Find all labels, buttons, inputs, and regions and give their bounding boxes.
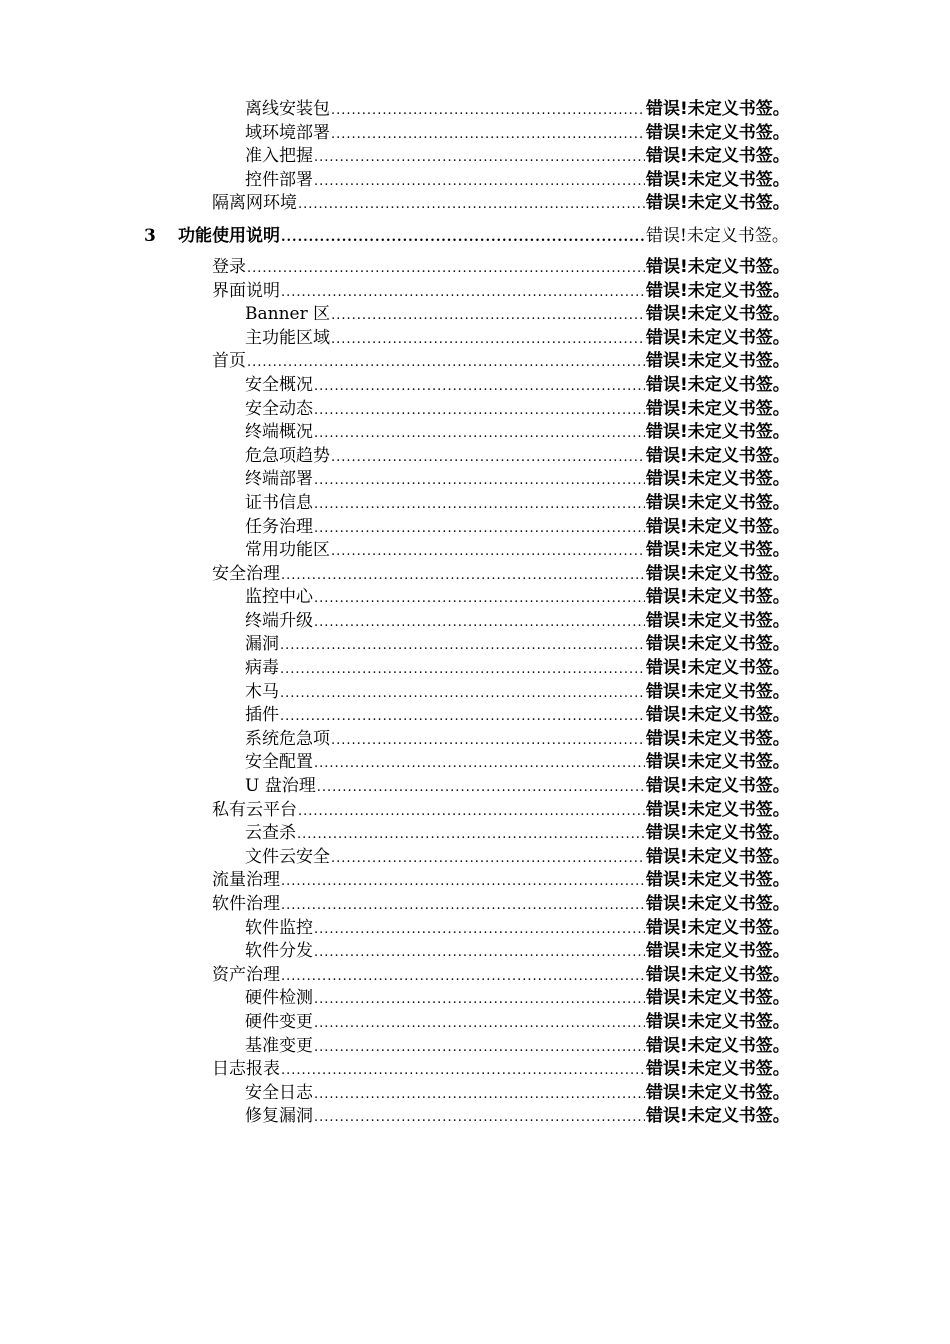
toc-entry-title: 隔离网环境: [212, 192, 298, 216]
toc-entry-title: 病毒: [245, 657, 280, 681]
toc-entry-row[interactable]: [0, 1082, 950, 1106]
toc-entry-link[interactable]: [212, 280, 645, 305]
toc-entry-link[interactable]: [245, 445, 645, 470]
toc-entry-title: 安全配置: [245, 751, 314, 775]
toc-page-reference: 错误!未定义书签。: [646, 658, 790, 679]
toc-dot-leader: [314, 469, 645, 493]
toc-entry-link[interactable]: [245, 303, 645, 328]
toc-dot-leader: [317, 776, 645, 800]
toc-entry-title: 私有云平台: [212, 799, 298, 823]
toc-entry-number: 3: [144, 225, 156, 246]
toc-entry-row[interactable]: [0, 633, 950, 657]
toc-page-reference: 错误!未定义书签。: [646, 540, 790, 561]
toc-page-reference: 错误!未定义书签。: [646, 193, 790, 214]
toc-entry-row[interactable]: [0, 303, 950, 327]
toc-entry-row[interactable]: [0, 822, 950, 846]
toc-entry-title: 域环境部署: [245, 122, 331, 146]
toc-entry-link[interactable]: [245, 1082, 645, 1107]
toc-entry-link[interactable]: [245, 940, 645, 965]
toc-dot-leader: [297, 823, 645, 847]
toc-entry-link[interactable]: [245, 1035, 645, 1060]
toc-entry-title: 首页: [212, 350, 247, 374]
toc-dot-leader: [331, 729, 645, 753]
toc-page-reference: 错误!未定义书签。: [646, 705, 790, 726]
toc-entry-link[interactable]: [245, 917, 645, 942]
toc-entry-title: 日志报表: [212, 1058, 281, 1082]
toc-dot-leader: [280, 682, 645, 706]
toc-entry-row[interactable]: [0, 799, 950, 823]
toc-dot-leader: [314, 611, 645, 635]
toc-dot-leader: [247, 351, 645, 375]
toc-entry-title: 插件: [245, 704, 280, 728]
toc-entry-link[interactable]: [212, 256, 645, 281]
toc-dot-leader: [281, 894, 645, 918]
toc-page-reference: 错误!未定义书签。: [646, 1035, 790, 1056]
toc-entry-title: 准入把握: [245, 145, 314, 169]
toc-dot-leader: [331, 540, 645, 564]
toc-page-reference: 错误!未定义书签。: [646, 823, 790, 844]
toc-entry-link[interactable]: [245, 1011, 645, 1036]
toc-dot-leader: [281, 870, 645, 894]
toc-entry-link[interactable]: [245, 586, 645, 611]
toc-page-reference: 错误!未定义书签。: [646, 587, 790, 608]
toc-entry-row[interactable]: [0, 516, 950, 540]
toc-entry-title: 安全治理: [212, 563, 281, 587]
toc-entry-title: 木马: [245, 681, 280, 705]
toc-dot-leader: [281, 1059, 645, 1083]
toc-entry-link[interactable]: [245, 633, 645, 658]
toc-entry-title: 硬件检测: [245, 987, 314, 1011]
toc-entry-link[interactable]: [212, 563, 645, 588]
toc-entry-link[interactable]: [245, 539, 645, 564]
toc-entry-link[interactable]: [245, 327, 645, 352]
toc-entry-title: 安全概况: [245, 374, 314, 398]
toc-entry-title: 常用功能区: [245, 539, 331, 563]
toc-entry-row[interactable]: [0, 964, 950, 988]
toc-page-reference: 错误!未定义书签。: [646, 225, 789, 246]
toc-page-reference: 错误!未定义书签。: [646, 146, 790, 167]
toc-page-reference: 错误!未定义书签。: [646, 870, 790, 891]
toc-entry-link[interactable]: [245, 657, 645, 682]
toc-entry-link[interactable]: [245, 1105, 645, 1130]
toc-dot-leader: [280, 658, 645, 682]
toc-dot-leader: [331, 99, 645, 123]
toc-entry-row[interactable]: [0, 539, 950, 563]
toc-dot-leader: [314, 918, 645, 942]
toc-entry-row[interactable]: [0, 145, 950, 169]
toc-entry-link[interactable]: [212, 192, 645, 217]
toc-entry-row[interactable]: [0, 1011, 950, 1035]
toc-entry-link[interactable]: [245, 122, 645, 147]
toc-entry-link[interactable]: [212, 1058, 645, 1083]
toc-dot-leader: [314, 399, 645, 423]
toc-entry-row[interactable]: [0, 987, 950, 1011]
toc-entry-title: 主功能区域: [245, 327, 331, 351]
toc-entry-title: 修复漏洞: [245, 1105, 314, 1129]
toc-entry-link[interactable]: [245, 169, 645, 194]
toc-entry-link[interactable]: [212, 869, 645, 894]
toc-entry-row[interactable]: [0, 586, 950, 610]
toc-page-reference: 错误!未定义书签。: [646, 1082, 790, 1103]
toc-dot-leader: [314, 493, 645, 517]
toc-dot-leader: [331, 446, 645, 470]
toc-entry-row[interactable]: [0, 917, 950, 941]
toc-entry-link[interactable]: [245, 728, 645, 753]
toc-entry-row[interactable]: [0, 445, 950, 469]
toc-entry-link[interactable]: [245, 421, 645, 446]
toc-entry-title: 任务治理: [245, 516, 314, 540]
toc-page-reference: 错误!未定义书签。: [646, 351, 790, 372]
toc-entry-row[interactable]: [0, 1105, 950, 1129]
toc-page-reference: 错误!未定义书签。: [646, 516, 790, 537]
toc-entry-link[interactable]: [245, 98, 645, 123]
toc-dot-leader: [247, 257, 645, 281]
toc-entry-row[interactable]: [0, 398, 950, 422]
toc-page-reference: 错误!未定义书签。: [646, 256, 790, 277]
toc-dot-leader: [314, 1036, 645, 1060]
toc-entry-title: 危急项趋势: [245, 445, 331, 469]
toc-entry-row[interactable]: [0, 893, 950, 917]
toc-entry-title: 终端升级: [245, 610, 314, 634]
toc-entry-row[interactable]: [0, 869, 950, 893]
toc-dot-leader: [298, 193, 645, 217]
toc-entry-link[interactable]: [245, 987, 645, 1012]
toc-dot-leader: [331, 123, 645, 147]
toc-entry-title: 资产治理: [212, 964, 281, 988]
toc-page-reference: 错误!未定义书签。: [646, 799, 790, 820]
toc-entry-row[interactable]: [0, 468, 950, 492]
toc-entry-link[interactable]: [212, 350, 645, 375]
toc-page-reference: 错误!未定义书签。: [646, 492, 790, 513]
toc-entry-row[interactable]: [0, 169, 950, 193]
toc-entry-row[interactable]: [0, 327, 950, 351]
toc-entry-row[interactable]: [0, 98, 950, 122]
toc-page-reference: 错误!未定义书签。: [646, 752, 790, 773]
toc-page-reference: 错误!未定义书签。: [646, 941, 790, 962]
toc-entry-title: 软件分发: [245, 940, 314, 964]
toc-entry-link[interactable]: [212, 964, 645, 989]
toc-page-reference: 错误!未定义书签。: [646, 99, 790, 119]
toc-page-reference: 错误!未定义书签。: [646, 169, 790, 190]
toc-entry-row[interactable]: [0, 1058, 950, 1082]
toc-page-reference: 错误!未定义书签。: [646, 1059, 790, 1080]
toc-entry-row[interactable]: [0, 728, 950, 752]
toc-entry-title: 漏洞: [245, 633, 280, 657]
toc-dot-leader: [314, 587, 645, 611]
toc-dot-leader: [314, 422, 645, 446]
toc-entry-title: 软件监控: [245, 917, 314, 941]
toc-dot-leader: [331, 328, 645, 352]
toc-entry-title: 终端部署: [245, 468, 314, 492]
table-of-contents: [0, 98, 950, 1129]
toc-entry-link[interactable]: [245, 398, 645, 423]
toc-dot-leader: [314, 941, 645, 965]
toc-page-reference: 错误!未定义书签。: [646, 1106, 790, 1127]
toc-entry-link[interactable]: [245, 775, 645, 800]
toc-entry-row[interactable]: [0, 280, 950, 304]
toc-dot-leader: [298, 800, 645, 824]
toc-entry-title: 功能使用说明: [178, 221, 281, 251]
toc-dot-leader: [314, 146, 645, 170]
toc-page-reference: 错误!未定义书签。: [646, 122, 790, 143]
toc-entry-link[interactable]: [245, 751, 645, 776]
toc-page-reference: 错误!未定义书签。: [646, 280, 790, 301]
toc-entry-link[interactable]: [245, 846, 645, 871]
toc-entry-row[interactable]: [0, 775, 950, 799]
toc-entry-row[interactable]: [0, 681, 950, 705]
toc-dot-leader: [331, 847, 645, 871]
toc-page-reference: 错误!未定义书签。: [646, 728, 790, 749]
toc-entry-row[interactable]: [0, 1035, 950, 1059]
toc-entry-link[interactable]: [245, 492, 645, 517]
toc-page-reference: 错误!未定义书签。: [646, 445, 790, 466]
toc-dot-leader: [314, 517, 645, 541]
toc-entry-link[interactable]: [212, 799, 645, 824]
toc-entry-row[interactable]: [0, 610, 950, 634]
toc-page-reference: 错误!未定义书签。: [646, 894, 790, 914]
toc-entry-row[interactable]: [0, 421, 950, 445]
toc-entry-title: Banner 区: [245, 303, 331, 327]
toc-entry-row[interactable]: [0, 846, 950, 870]
toc-entry-link[interactable]: [245, 516, 645, 541]
toc-dot-leader: [314, 375, 645, 399]
toc-entry-title: 离线安装包: [245, 98, 331, 122]
toc-entry-title: 监控中心: [245, 586, 314, 610]
toc-entry-row[interactable]: [0, 221, 950, 251]
toc-entry-row[interactable]: [0, 350, 950, 374]
toc-entry-title: 界面说明: [212, 280, 281, 304]
toc-entry-row[interactable]: [0, 492, 950, 516]
toc-page-reference: 错误!未定义书签。: [646, 422, 790, 443]
toc-entry-row[interactable]: [0, 192, 950, 216]
toc-entry-row[interactable]: [0, 940, 950, 964]
toc-entry-title: 安全日志: [245, 1082, 314, 1106]
toc-entry-link[interactable]: [245, 610, 645, 635]
toc-dot-leader: [281, 965, 645, 989]
toc-entry-title: 云查杀: [245, 822, 297, 846]
toc-entry-title: 系统危急项: [245, 728, 331, 752]
toc-dot-leader: [314, 1083, 645, 1107]
toc-entry-title: 文件云安全: [245, 846, 331, 870]
toc-entry-title: 登录: [212, 256, 247, 280]
toc-dot-leader: [314, 988, 645, 1012]
toc-entry-row[interactable]: [0, 657, 950, 681]
toc-entry-title: 证书信息: [245, 492, 314, 516]
toc-dot-leader: [331, 304, 645, 328]
toc-page-reference: 错误!未定义书签。: [646, 964, 790, 985]
toc-page-reference: 错误!未定义书签。: [646, 634, 790, 655]
toc-entry-row[interactable]: [0, 122, 950, 146]
toc-entry-title: 安全动态: [245, 398, 314, 422]
toc-page-reference: 错误!未定义书签。: [646, 469, 790, 490]
toc-dot-leader: [280, 705, 645, 729]
toc-entry-title: 流量治理: [212, 869, 281, 893]
toc-entry-title: 硬件变更: [245, 1011, 314, 1035]
toc-entry-link[interactable]: [245, 704, 645, 729]
toc-entry-link[interactable]: [245, 822, 645, 847]
toc-page-reference: 错误!未定义书签。: [646, 304, 790, 325]
toc-page-reference: 错误!未定义书签。: [646, 776, 790, 797]
toc-dot-leader: [314, 1106, 645, 1130]
toc-entry-link[interactable]: [245, 681, 645, 706]
toc-page-reference: 错误!未定义书签。: [646, 327, 790, 348]
toc-entry-link[interactable]: [245, 468, 645, 493]
toc-dot-leader: [314, 1012, 645, 1036]
toc-entry-link[interactable]: [245, 145, 645, 170]
toc-entry-link[interactable]: [245, 374, 645, 399]
toc-entry-title: 控件部署: [245, 169, 314, 193]
toc-dot-leader: [281, 281, 645, 305]
toc-page-reference: 错误!未定义书签。: [646, 563, 790, 584]
toc-entry-row[interactable]: [0, 751, 950, 775]
toc-dot-leader: [281, 223, 645, 253]
toc-page-reference: 错误!未定义书签。: [646, 398, 790, 419]
toc-dot-leader: [314, 752, 645, 776]
toc-entry-title: 终端概况: [245, 421, 314, 445]
toc-entry-row[interactable]: [0, 563, 950, 587]
toc-page-reference: 错误!未定义书签。: [646, 681, 790, 702]
toc-entry-row[interactable]: [0, 374, 950, 398]
toc-entry-link[interactable]: [212, 893, 645, 918]
toc-page-reference: 错误!未定义书签。: [646, 846, 790, 867]
toc-entry-row[interactable]: [0, 256, 950, 280]
toc-page-reference: 错误!未定义书签。: [646, 988, 790, 1009]
toc-dot-leader: [314, 170, 645, 194]
toc-entry-title: 基准变更: [245, 1035, 314, 1059]
toc-page-reference: 错误!未定义书签。: [646, 917, 790, 938]
toc-entry-link[interactable]: [178, 221, 645, 253]
toc-page-reference: 错误!未定义书签。: [646, 1011, 790, 1032]
toc-dot-leader: [281, 564, 645, 588]
toc-entry-title: 软件治理: [212, 893, 281, 917]
toc-entry-title: U 盘治理: [245, 775, 317, 799]
toc-dot-leader: [280, 634, 645, 658]
toc-page-reference: 错误!未定义书签。: [646, 610, 790, 631]
toc-entry-row[interactable]: [0, 704, 950, 728]
toc-page-reference: 错误!未定义书签。: [646, 374, 790, 395]
